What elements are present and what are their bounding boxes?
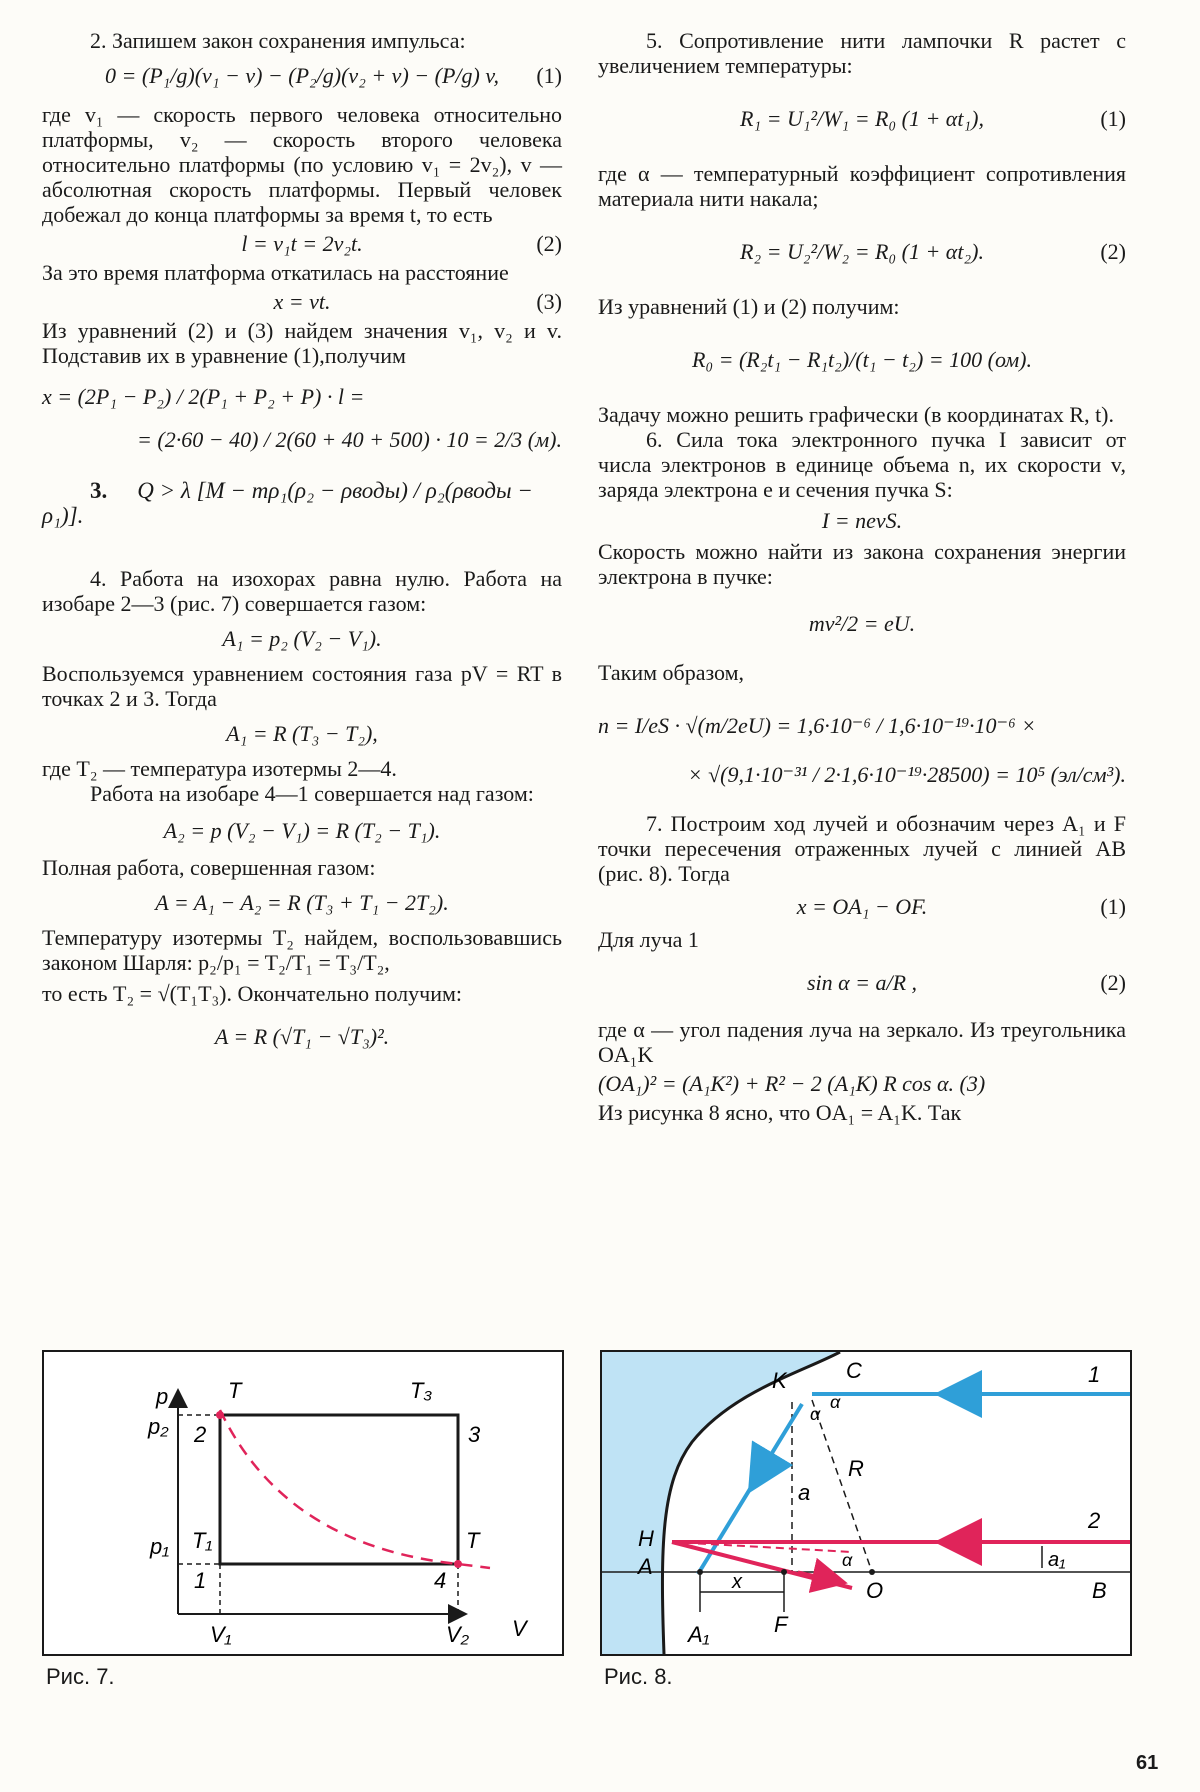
r-equation-4: I = nevS.	[821, 508, 903, 533]
label-ray-1: 1	[1088, 1362, 1101, 1387]
figure-7-diagram	[44, 1352, 562, 1654]
equation-9: A = A₁ − A₂ = R (T₃ + T₁ − 2T₂).	[155, 890, 449, 915]
equation-1: 0 = (P₁/g)(v₁ − v) − (P₂/g)(v₂ + v) − (P/g) v, (1)	[105, 63, 562, 88]
label-t-right: T	[466, 1528, 480, 1553]
right-column	[598, 28, 1126, 1125]
problem-5-text-4: Задачу можно решить графически (в координатах R, t).	[598, 402, 1115, 427]
label-p-axis: p	[156, 1384, 169, 1409]
r-equation-7: x = OA₁ − OF. (1)	[796, 894, 1126, 919]
r-equation-6a: n = I/eS · √(m/2eU) = 1,6·10⁻⁶ / 1,6·10⁻¹⁹·10⁻⁶ ×	[598, 713, 1037, 738]
page-number: 61	[1136, 1752, 1159, 1774]
label-t3: T₃	[410, 1378, 433, 1403]
problem-6-text-3: Таким образом,	[598, 660, 745, 685]
figure-8-caption: Рис. 8.	[604, 1664, 673, 1689]
problem-2-intro: 2. Запишем закон сохранения импульса:	[90, 28, 466, 53]
r-equation-8: sin α = a/R , (2)	[806, 970, 1126, 995]
figure-7-caption: Рис. 7.	[46, 1664, 115, 1689]
figure-7	[42, 1350, 564, 1656]
label-v1: V₁	[210, 1622, 232, 1647]
figure-8-diagram	[602, 1352, 1130, 1654]
left-column	[42, 28, 562, 1067]
label-a1: A₁	[688, 1622, 710, 1647]
r-equation-9: (OA₁)² = (A₁K²) + R² − 2 (A₁K) R cos α. (3)	[598, 1071, 986, 1096]
label-point-4: 4	[434, 1568, 447, 1593]
equation-10: A = R (√T₁ − √T₃)².	[214, 1024, 390, 1049]
problem-4-text: 4. Работа на изохорах равна нулю. Работа на изобаре 2—3 (рис. 7) совершается газом:	[42, 566, 562, 616]
problem-6-text-2: Скорость можно найти из закона сохранения энергии электрона в пучке:	[598, 539, 1126, 589]
problem-7-text-3: где α — угол падения луча на зеркало. Из треугольника OA₁K	[598, 1017, 1126, 1067]
label-b: B	[1092, 1578, 1107, 1603]
equation-4a: x = (2P₁ − P₂) / 2(P₁ + P₂ + P) · l =	[42, 384, 365, 409]
problem-7-text-4: Из рисунка 8 ясно, что OA₁ = A₁K. Так	[598, 1100, 962, 1125]
label-point-2: 2	[194, 1422, 207, 1447]
label-o: O	[866, 1578, 884, 1603]
ray-1-reflected	[698, 1404, 802, 1574]
problem-7-text: 7. Построим ход лучей и обозначим через A₁ и F точки пересечения отраженных лучей с линией AB (рис. 8). Тогда	[598, 811, 1126, 886]
problem-4-text-4: Работа на изобаре 4—1 совершается над газом:	[90, 781, 534, 806]
problem-4-text-5: Полная работа, совершенная газом:	[42, 855, 376, 880]
label-a1-distance: a₁	[1048, 1549, 1066, 1571]
equation-3: x = vt. (3)	[273, 289, 562, 314]
label-p2: p₂	[148, 1414, 169, 1439]
label-v2: V₂	[446, 1622, 470, 1647]
problem-4-text-6: Температуру изотермы T₂ найдем, воспользовавшись законом Шарля: p₂/p₁ = T₂/T₁ = T₃/T₂,	[42, 925, 562, 975]
label-r: R	[848, 1456, 864, 1481]
equation-6: A₁ = p₂ (V₂ − V₁).	[222, 626, 382, 651]
label-alpha-2: α	[830, 1392, 841, 1412]
equation-2: l = v₁t = 2v₂t. (2)	[241, 231, 562, 256]
figure-8	[600, 1350, 1132, 1656]
label-c: C	[846, 1358, 862, 1383]
equation-7: A₁ = R (T₃ − T₂),	[226, 721, 378, 746]
problem-4-text-2: Воспользуемся уравнением состояния газа pV = RT в точках 2 и 3. Тогда	[42, 661, 562, 711]
problem-2-text-3: Из уравнений (2) и (3) найдем значения v₁, v₂ и v. Подставив их в уравнение (1),получим	[42, 318, 562, 368]
problem-7-text-2: Для луча 1	[598, 927, 699, 952]
label-alpha-3: α	[842, 1550, 853, 1570]
label-point-1: 1	[194, 1568, 207, 1593]
label-a: A	[638, 1554, 653, 1579]
equation-4b: = (2·60 − 40) / 2(60 + 40 + 500) · 10 = 2/3 (м).	[137, 427, 562, 452]
equation-5: 3. Q > λ [M − mρ₁(ρ₂ − ρводы) / ρ₂(ρводы − ρ₁)].	[42, 478, 533, 528]
label-p1: p₁	[150, 1534, 170, 1559]
problem-2-text-2: За это время платформа откатилась на расстояние	[42, 260, 509, 285]
label-v-axis: V	[512, 1616, 527, 1641]
r-equation-3: R₀ = (R₂t₁ − R₁t₂)/(t₁ − t₂) = 100 (ом).	[692, 347, 1032, 372]
problem-4-text-7: то есть T₂ = √(T₁T₃). Окончательно получим:	[42, 981, 462, 1006]
label-alpha-1: α	[810, 1404, 821, 1424]
label-point-3: 3	[468, 1422, 481, 1447]
label-ray-2: 2	[1088, 1508, 1101, 1533]
problem-2-text: где v₁ — скорость первого человека относительно платформы, v₂ — скорость второго человека относительно платформы (по условию v₁ = 2v₂), v — абсолютная скорость платформы. Первый человек добежал до конца платформы за время t, то есть	[42, 102, 562, 227]
label-t-top: T	[228, 1378, 242, 1403]
label-f: F	[774, 1612, 788, 1637]
problem-5-text-2: где α — температурный коэффициент сопротивления материала нити накала;	[598, 161, 1126, 211]
r-equation-5: mv²/2 = eU.	[808, 611, 916, 636]
ray-2-reflected	[672, 1542, 852, 1588]
label-a-distance: a	[798, 1480, 811, 1505]
problem-5-text-3: Из уравнений (1) и (2) получим:	[598, 294, 900, 319]
label-h: H	[638, 1526, 654, 1551]
problem-6-text: 6. Сила тока электронного пучка I зависит от числа электронов в единице объема n, их скорости v, заряда электрона e и сечения пучка S:	[598, 427, 1126, 502]
label-k: K	[772, 1368, 787, 1393]
label-t1: T₁	[192, 1528, 213, 1553]
isotherm-curve	[220, 1410, 490, 1568]
label-x: x	[732, 1571, 742, 1593]
problem-4-text-3: где T₂ — температура изотермы 2—4.	[42, 756, 397, 781]
cycle-rectangle	[220, 1415, 458, 1564]
r-equation-2: R₂ = U₂²/W₂ = R₀ (1 + αt₂). (2)	[740, 239, 1126, 264]
problem-5-text: 5. Сопротивление нити лампочки R растет с увеличением температуры:	[598, 28, 1126, 78]
r-equation-1: R₁ = U₁²/W₁ = R₀ (1 + αt₁), (1)	[740, 106, 1126, 131]
radius-line	[812, 1400, 872, 1572]
equation-8: A₂ = p (V₂ − V₁) = R (T₂ − T₁).	[163, 818, 441, 843]
r-equation-6b: × √(9,1·10⁻³¹ / 2·1,6·10⁻¹⁹·28500) = 10⁵ (эл/см³).	[687, 762, 1126, 787]
